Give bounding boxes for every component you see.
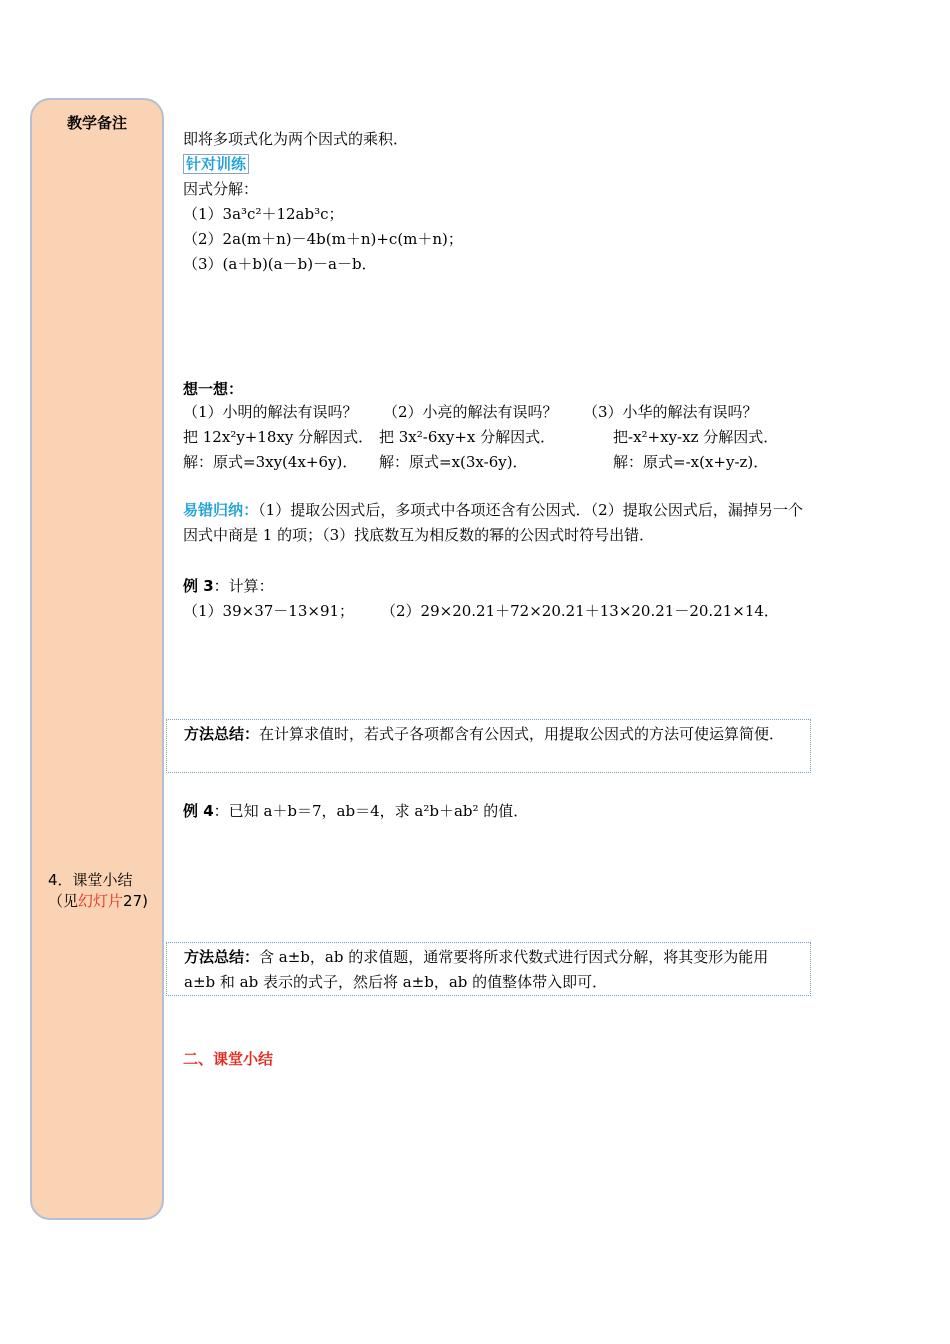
summary1-label: 方法总结：: [184, 725, 260, 743]
section2-heading: [183, 1048, 273, 1070]
sidebar-note-prefix: 4．课堂小结（见: [48, 871, 133, 910]
method-summary-1: [184, 722, 804, 747]
sidebar-note-suffix: 27): [123, 892, 148, 910]
method-summary-box-2: [166, 942, 811, 996]
method-summary-2: [184, 945, 804, 995]
training-heading: [183, 153, 249, 175]
think-p2: 把 3x²-6xy+x 分解因式．: [379, 428, 556, 446]
summary1-text: 在计算求值时，若式子各项都含有公因式，用提取公因式的方法可使运算简便．: [259, 725, 785, 743]
example3-text: ：计算：: [213, 577, 274, 595]
think-s2: 解：原式=x(3x-6y)．: [379, 453, 528, 471]
example3-label: 例 3: [183, 577, 214, 595]
summary2-label: 方法总结：: [184, 948, 260, 966]
errors-text: （1）提取公因式后，多项式中各项还含有公因式．（2）提取公因式后，漏掉另一个因式中商是 1 的项；（3）找底数互为相反数的幂的公因式时符号出错．: [183, 501, 803, 544]
example3-line: [183, 575, 274, 597]
think-q3: （3）小华的解法有误吗？: [583, 403, 758, 421]
sidebar-panel: [30, 98, 164, 1220]
intro-text: 即将多项式化为两个因式的乘积．: [183, 130, 409, 148]
example3-item-2: （2）29×20.21＋72×20.21＋13×20.21－20.21×14．: [381, 602, 779, 620]
method-summary-box-1: [166, 719, 811, 773]
training-item-1: （1）3a³c²＋12ab³c；: [183, 205, 344, 223]
errors-label: 易错归纳：: [183, 501, 259, 519]
example4-line: [183, 800, 528, 822]
think-s1: 解：原式=3xy(4x+6y)．: [183, 453, 358, 471]
think-q2: （2）小亮的解法有误吗？: [383, 403, 558, 421]
think-s3: 解：原式=-x(x+y-z)．: [613, 453, 769, 471]
example4-text: ：已知 a＋b＝7，ab＝4，求 a²b＋ab² 的值．: [213, 802, 529, 820]
sidebar-note: [48, 870, 158, 912]
errors-block: [183, 498, 803, 548]
think-q1: （1）小明的解法有误吗？: [183, 403, 358, 421]
sidebar-note-red: 幻灯片: [78, 892, 124, 910]
training-prompt: 因式分解：: [183, 180, 259, 198]
think-p3: 把-x²+xy-xz 分解因式．: [613, 428, 779, 446]
example3-item-1: （1）39×37－13×91；: [183, 602, 355, 620]
summary2-text: 含 a±b，ab 的求值题，通常要将所求代数式进行因式分解，将其变形为能用 a±b 和 ab 表示的式子，然后将 a±b，ab 的值整体带入即可．: [184, 948, 769, 991]
think-p1: 把 12x²y+18xy 分解因式．: [183, 428, 374, 446]
training-heading-label: 针对训练: [183, 154, 249, 174]
training-item-3: （3）(a＋b)(a－b)－a－b．: [183, 255, 377, 273]
example4-label: 例 4: [183, 802, 214, 820]
section2-label: 二、课堂小结: [183, 1050, 274, 1068]
think-heading: 想一想：: [183, 380, 244, 398]
training-item-2: （2）2a(m＋n)－4b(m＋n)+c(m＋n)；: [183, 230, 463, 248]
sidebar-title: 教学备注: [66, 114, 127, 132]
